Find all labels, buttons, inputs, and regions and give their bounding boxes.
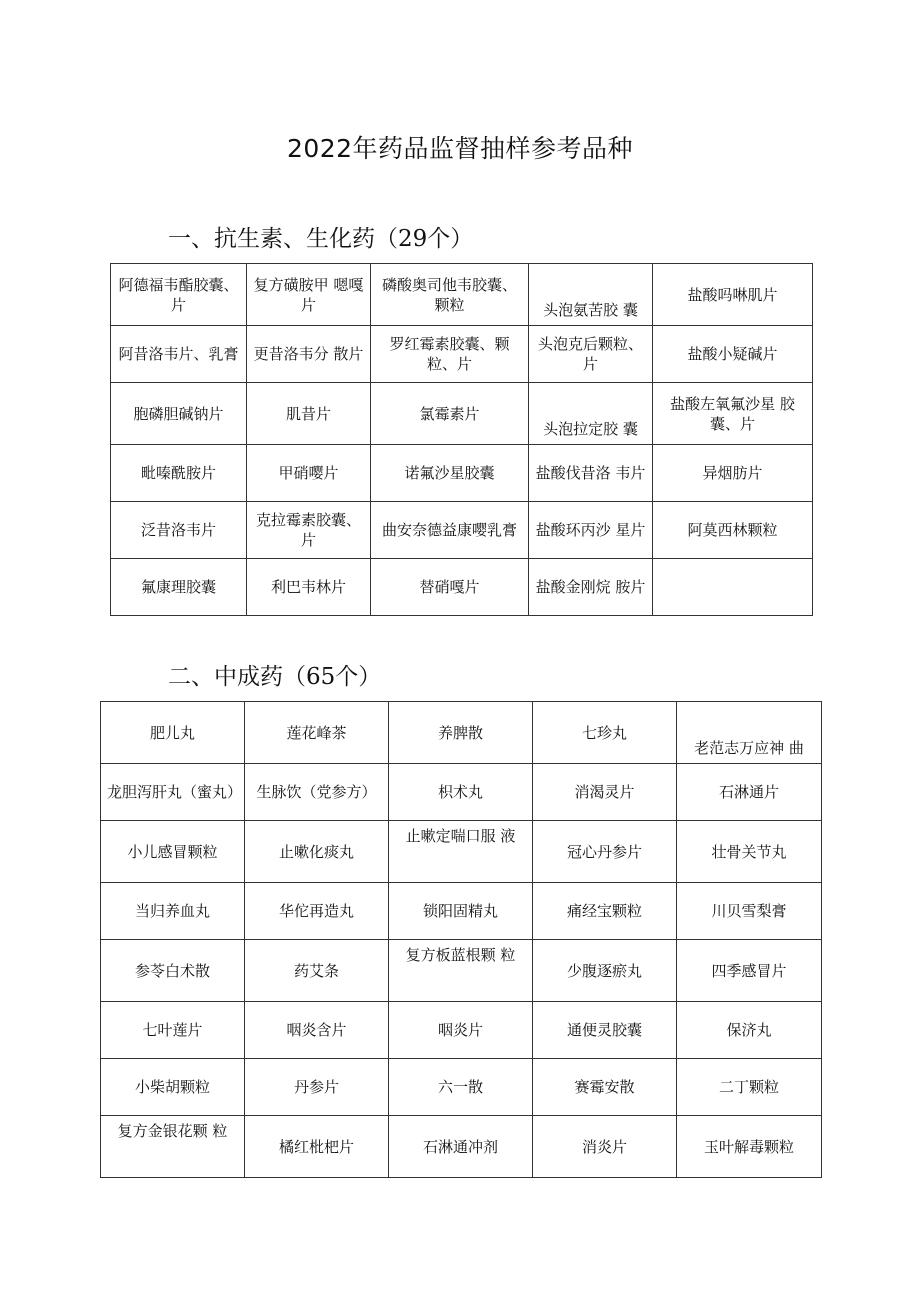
table-cell: 头泡拉定胶 囊 (529, 383, 653, 445)
table-cell: 盐酸伐昔洛 韦片 (529, 445, 653, 502)
table-cell: 阿莫西林颗粒 (653, 502, 813, 559)
table-cell: 锁阳固精丸 (389, 883, 533, 940)
table-cell: 头泡氨苦胶 囊 (529, 264, 653, 326)
table-cell: 止嗽定喘口服 液 (389, 821, 533, 883)
table-cell: 石淋通冲剂 (389, 1116, 533, 1178)
table-cell: 生脉饮（党参方） (245, 764, 389, 821)
table-cell: 更昔洛韦分 散片 (247, 326, 371, 383)
table-row (111, 326, 813, 383)
table-cell: 咽炎含片 (245, 1002, 389, 1059)
table-row (101, 1002, 822, 1059)
table-cell: 华佗再造丸 (245, 883, 389, 940)
table-cell: 丹参片 (245, 1059, 389, 1116)
table-cell: 川贝雪梨膏 (677, 883, 822, 940)
table-cell: 曲安奈德益康嘤乳膏 (371, 502, 529, 559)
table-cell: 胞磷胆碱钠片 (111, 383, 247, 445)
table-cell: 少腹逐瘀丸 (533, 940, 677, 1002)
table-cell: 盐酸小疑碱片 (653, 326, 813, 383)
section-heading-tcm: 二、中成药（65个） (168, 664, 382, 690)
table-cell: 小柴胡颗粒 (101, 1059, 245, 1116)
table-cell: 龙胆泻肝丸（蜜丸） (101, 764, 245, 821)
table-row (101, 1059, 822, 1116)
table-cell: 盐酸金刚烷 胺片 (529, 559, 653, 616)
table-row (101, 883, 822, 940)
table-cell: 冠心丹参片 (533, 821, 677, 883)
table-row (101, 764, 822, 821)
table-row (111, 445, 813, 502)
table-cell: 异烟肪片 (653, 445, 813, 502)
table-cell: 泛昔洛韦片 (111, 502, 247, 559)
table-row (111, 264, 813, 326)
table-cell: 保济丸 (677, 1002, 822, 1059)
table-cell: 甲硝嘤片 (247, 445, 371, 502)
table-row (111, 383, 813, 445)
table-cell: 药艾条 (245, 940, 389, 1002)
table-cell: 小儿感冒颗粒 (101, 821, 245, 883)
table-cell: 阿昔洛韦片、乳膏 (111, 326, 247, 383)
table-cell: 参苓白术散 (101, 940, 245, 1002)
table-cell: 石淋通片 (677, 764, 822, 821)
tcm-table (100, 701, 822, 1178)
table-cell: 当归养血丸 (101, 883, 245, 940)
table-cell: 复方金银花颗 粒 (101, 1116, 245, 1178)
section-heading-antibiotics: 一、抗生素、生化药（29个） (168, 226, 474, 252)
table-cell: 克拉霉素胶囊、片 (247, 502, 371, 559)
table-cell: 肥儿丸 (101, 702, 245, 764)
table-cell: 替硝嘎片 (371, 559, 529, 616)
page-title: 2022年药品监督抽样参考品种 (286, 134, 634, 163)
table-cell: 利巴韦林片 (247, 559, 371, 616)
table-cell: 莲花峰茶 (245, 702, 389, 764)
table-cell: 止嗽化痰丸 (245, 821, 389, 883)
table-row (101, 702, 822, 764)
table-cell: 壮骨关节丸 (677, 821, 822, 883)
table-cell: 老范志万应神 曲 (677, 702, 822, 764)
antibiotics-table (110, 263, 813, 616)
table-cell: 二丁颗粒 (677, 1059, 822, 1116)
table-cell: 磷酸奥司他韦胶囊、颗粒 (371, 264, 529, 326)
table-cell: 四季感冒片 (677, 940, 822, 1002)
table-cell: 咽炎片 (389, 1002, 533, 1059)
table-cell: 六一散 (389, 1059, 533, 1116)
table-cell: 肌昔片 (247, 383, 371, 445)
table-cell: 七叶莲片 (101, 1002, 245, 1059)
table-row (101, 1116, 822, 1178)
table-cell (653, 559, 813, 616)
table-cell: 枳术丸 (389, 764, 533, 821)
table-row (111, 559, 813, 616)
table-row (111, 502, 813, 559)
table-cell: 痛经宝颗粒 (533, 883, 677, 940)
table-cell: 盐酸环丙沙 星片 (529, 502, 653, 559)
table-cell: 盐酸吗啉肌片 (653, 264, 813, 326)
table-cell: 氯霉素片 (371, 383, 529, 445)
table-cell: 复方板蓝根颗 粒 (389, 940, 533, 1002)
table-cell: 橘红枇杷片 (245, 1116, 389, 1178)
table-cell: 罗红霉素胶囊、颗粒、片 (371, 326, 529, 383)
table-cell: 消炎片 (533, 1116, 677, 1178)
table-cell: 氟康理胶囊 (111, 559, 247, 616)
table-row (101, 821, 822, 883)
table-cell: 毗嗪酰胺片 (111, 445, 247, 502)
table-cell: 赛霉安散 (533, 1059, 677, 1116)
table-row (101, 940, 822, 1002)
table-cell: 阿德福韦酯胶囊、片 (111, 264, 247, 326)
table-cell: 养脾散 (389, 702, 533, 764)
table-cell: 复方磺胺甲 嗯嘎片 (247, 264, 371, 326)
table-cell: 七珍丸 (533, 702, 677, 764)
table-cell: 消渴灵片 (533, 764, 677, 821)
table-cell: 诺氟沙星胶囊 (371, 445, 529, 502)
table-cell: 通便灵胶囊 (533, 1002, 677, 1059)
table-cell: 头泡克后颗粒、片 (529, 326, 653, 383)
table-cell: 盐酸左氧氟沙星 胶囊、片 (653, 383, 813, 445)
table-cell: 玉叶解毒颗粒 (677, 1116, 822, 1178)
